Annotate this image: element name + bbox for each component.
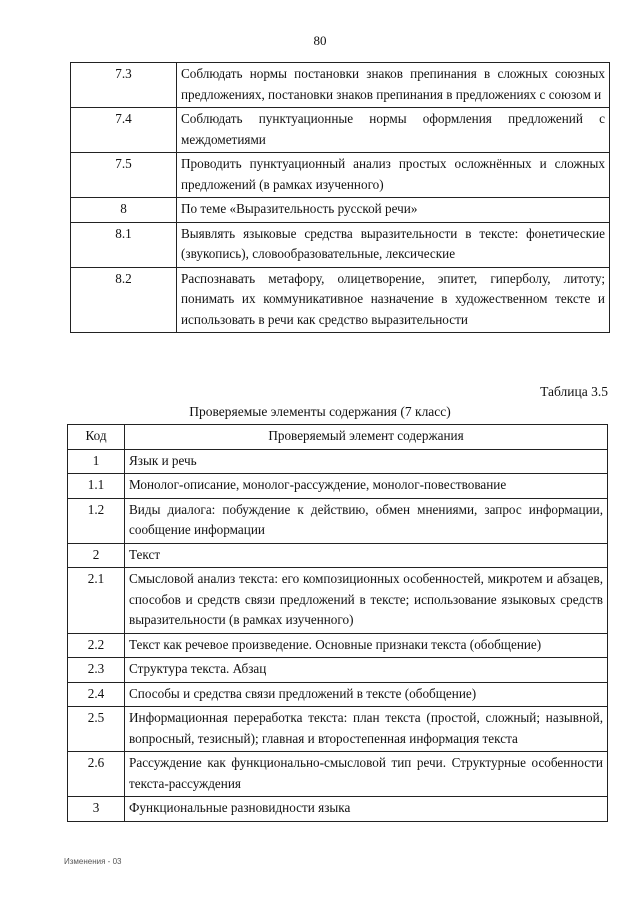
table-row	[71, 267, 610, 333]
element-cell: Функциональные разновидности языка	[125, 797, 608, 822]
code-cell: 2.3	[68, 658, 125, 683]
table-row	[71, 222, 610, 267]
table-row	[71, 63, 610, 108]
element-cell: Текст	[125, 543, 608, 568]
code-cell: 7.5	[71, 153, 177, 198]
element-cell: Рассуждение как функционально-смысловой тип речи. Структурные особенности текста-рассуждения	[125, 752, 608, 797]
page-number: 80	[313, 33, 327, 48]
header-element: Проверяемый элемент содержания	[125, 425, 608, 450]
element-cell: Смысловой анализ текста: его композиционных особенностей, микротем и абзацев, способов и средств связи предложений в тексте; использование языковых средств выразительности (в рамках изученного)	[125, 568, 608, 634]
table-row	[68, 752, 608, 797]
element-cell: Виды диалога: побуждение к действию, обмен мнениями, запрос информации, сообщение информации	[125, 498, 608, 543]
table-row	[71, 153, 610, 198]
footer-note: Изменения - 03	[64, 857, 122, 866]
element-cell: Структура текста. Абзац	[125, 658, 608, 683]
element-cell: Текст как речевое произведение. Основные признаки текста (обобщение)	[125, 633, 608, 658]
code-cell: 7.3	[71, 63, 177, 108]
element-cell: Монолог-описание, монолог-рассуждение, монолог-повествование	[125, 474, 608, 499]
table-row	[68, 658, 608, 683]
code-cell: 8	[71, 198, 177, 223]
code-cell: 2.2	[68, 633, 125, 658]
table-title: Проверяемые элементы содержания (7 класс)	[189, 404, 451, 419]
code-cell: 2.6	[68, 752, 125, 797]
element-cell: Проводить пунктуационный анализ простых осложнённых и сложных предложений (в рамках изученного)	[177, 153, 610, 198]
content-elements-table	[67, 424, 608, 822]
code-cell: 2.1	[68, 568, 125, 634]
table-row	[71, 108, 610, 153]
code-cell: 3	[68, 797, 125, 822]
continued-table	[70, 62, 610, 333]
element-cell: Соблюдать нормы постановки знаков препинания в сложных союзных предложениях, постановки знаков препинания в предложениях с союзом и	[177, 63, 610, 108]
element-cell: Язык и речь	[125, 449, 608, 474]
code-cell: 7.4	[71, 108, 177, 153]
table-row	[68, 797, 608, 822]
code-cell: 1.1	[68, 474, 125, 499]
code-cell: 2.4	[68, 682, 125, 707]
table-row	[68, 449, 608, 474]
table-row	[68, 543, 608, 568]
code-cell: 1	[68, 449, 125, 474]
table-label: Таблица 3.5	[540, 384, 608, 399]
table-row	[71, 198, 610, 223]
element-cell: Информационная переработка текста: план текста (простой, сложный; назывной, вопросный, тезисный); главная и второстепенная информация текста	[125, 707, 608, 752]
table-header-row	[68, 425, 608, 450]
code-cell: 8.2	[71, 267, 177, 333]
table-row	[68, 707, 608, 752]
element-cell: Способы и средства связи предложений в тексте (обобщение)	[125, 682, 608, 707]
table-row	[68, 568, 608, 634]
code-cell: 8.1	[71, 222, 177, 267]
header-code: Код	[68, 425, 125, 450]
code-cell: 1.2	[68, 498, 125, 543]
element-cell: Выявлять языковые средства выразительности в тексте: фонетические (звукопись), словообразовательные, лексические	[177, 222, 610, 267]
element-cell: По теме «Выразительность русской речи»	[177, 198, 610, 223]
table-row	[68, 633, 608, 658]
table-row	[68, 474, 608, 499]
table-row	[68, 682, 608, 707]
code-cell: 2.5	[68, 707, 125, 752]
table-row	[68, 498, 608, 543]
element-cell: Соблюдать пунктуационные нормы оформления предложений с междометиями	[177, 108, 610, 153]
code-cell: 2	[68, 543, 125, 568]
element-cell: Распознавать метафору, олицетворение, эпитет, гиперболу, литоту; понимать их коммуникативное назначение в художественном тексте и использовать в речи как средство выразительности	[177, 267, 610, 333]
